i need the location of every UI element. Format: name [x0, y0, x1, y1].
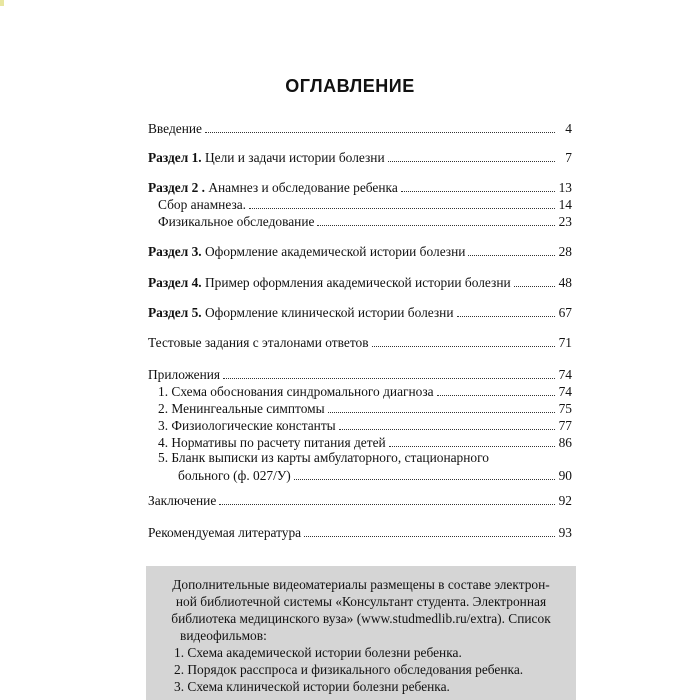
- toc-entry-tests: Тестовые задания с эталонами ответов 71: [148, 335, 572, 350]
- page-corner-mark: [0, 0, 4, 6]
- video-list-item: 3. Схема клинической истории болезни ребенка.: [174, 679, 450, 694]
- dot-leader: [514, 273, 555, 287]
- toc-entry-section-4: Раздел 4. Пример оформления академической истории болезни 48: [148, 275, 572, 290]
- dot-leader: [401, 178, 555, 192]
- toc-entry-appendix-3: 3. Физиологические константы 77: [158, 418, 572, 433]
- toc-entry-section-3: Раздел 3. Оформление академической истории болезни 28: [148, 244, 572, 259]
- dot-leader: [388, 148, 555, 162]
- toc-entry-appendix: Приложения 74: [148, 367, 572, 382]
- toc-entry-appendix-1: 1. Схема обоснования синдромального диагноза 74: [158, 384, 572, 399]
- toc-entry-section-2b: Физикальное обследование 23: [158, 214, 572, 229]
- note-line: Дополнительные видеоматериалы размещены в составе электрон-: [172, 577, 550, 592]
- note-line: ной библиотечной системы «Консультант студента. Электронная: [175, 594, 547, 609]
- dot-leader: [249, 195, 555, 209]
- dot-leader: [294, 466, 555, 480]
- dot-leader: [372, 333, 555, 347]
- dot-leader: [468, 242, 555, 256]
- dot-leader: [205, 119, 555, 133]
- toc-entry-appendix-4: 4. Нормативы по расчету питания детей 86: [158, 435, 572, 450]
- toc-entry-section-1: Раздел 1. Цели и задачи истории болезни 7: [148, 150, 572, 165]
- toc-entry-appendix-2: 2. Менингеальные симптомы 75: [158, 401, 572, 416]
- dot-leader: [219, 491, 555, 505]
- video-materials-note: [146, 566, 576, 700]
- dot-leader: [457, 303, 555, 317]
- note-line: библиотека медицинского вуза» (www.studmedlib.ru/extra). Список: [171, 611, 551, 626]
- toc-entry-section-5: Раздел 5. Оформление клинической истории болезни 67: [148, 305, 572, 320]
- page-title: ОГЛАВЛЕНИЕ: [285, 76, 415, 96]
- dot-leader: [304, 523, 555, 537]
- note-line: видеофильмов:: [180, 628, 267, 643]
- toc-entry-section-2a: Сбор анамнеза. 14: [158, 197, 572, 212]
- toc-entry-conclusion: Заключение 92: [148, 493, 572, 508]
- video-list-item: 1. Схема академической истории болезни ребенка.: [174, 645, 462, 660]
- video-list-item: 2. Порядок расспроса и физикального обследования ребенка.: [174, 662, 524, 677]
- toc-entry-section-2: Раздел 2 . Анамнез и обследование ребенка 13: [148, 180, 572, 195]
- dot-leader: [437, 382, 555, 396]
- dot-leader: [223, 365, 555, 379]
- dot-leader: [317, 212, 555, 226]
- toc-entry-literature: Рекомендуемая литература 93: [148, 525, 572, 540]
- toc-entry-appendix-5: больного (ф. 027/У) 90: [178, 468, 572, 483]
- dot-leader: [339, 416, 555, 430]
- toc-entry-appendix-5-line1: 5. Бланк выписки из карты амбулаторного, стационарного: [158, 450, 489, 465]
- dot-leader: [389, 433, 555, 447]
- dot-leader: [328, 399, 555, 413]
- toc-entry-intro: Введение 4: [148, 121, 572, 136]
